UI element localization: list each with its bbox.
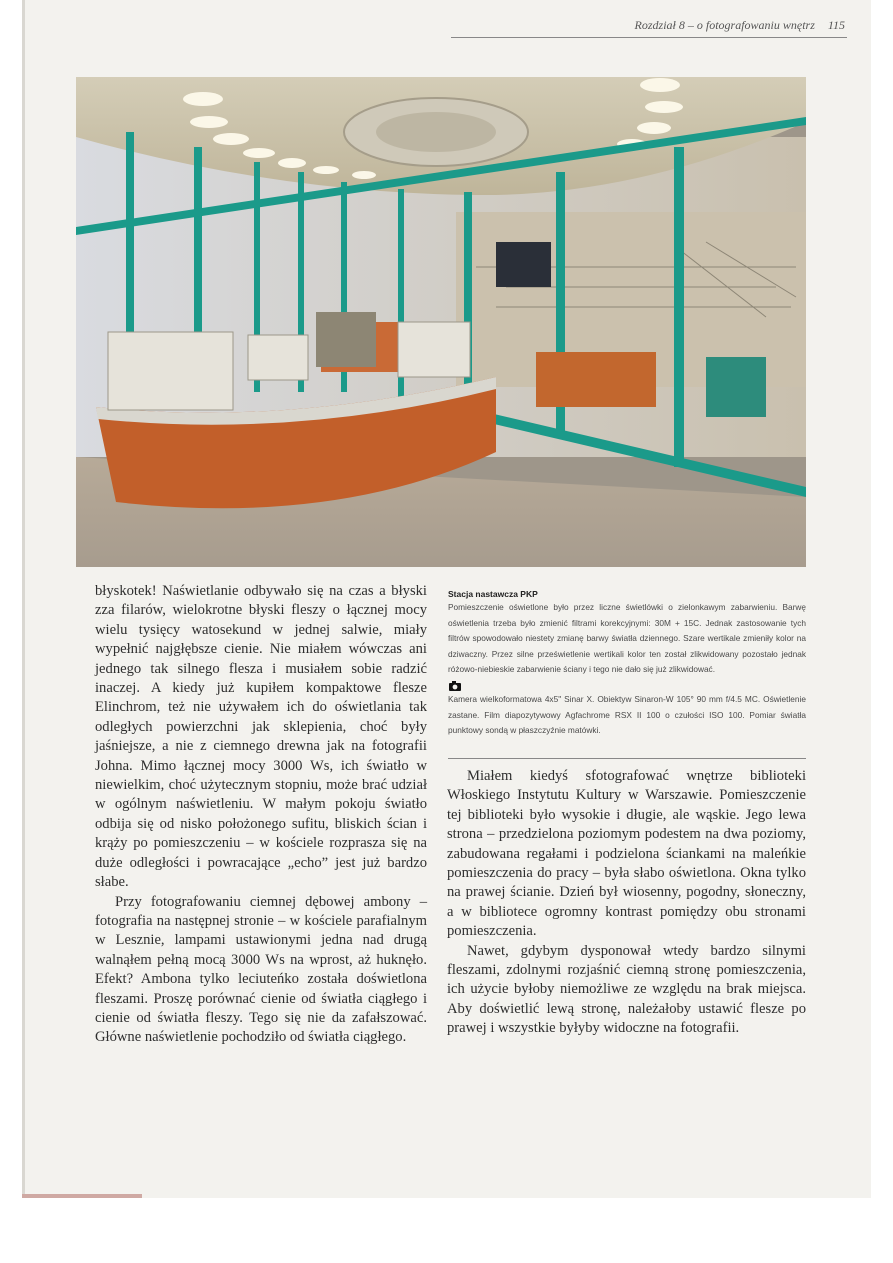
- page-bottom-edge: [22, 1194, 142, 1198]
- caption-text: Pomieszczenie oświetlone było przez liczne świetlówki o zielonkawym zabarwieniu. Barwę oświetlenia trzeba było zmienić filtrami korekcyjnymi: 30M + 15C. Jednak zastosowanie tych filtrów spowodowało niestety zmianę barwy światła dziennego. Szare wertikale zmieniły kolor na dziwaczny. Przez silne prześwietlenie wertikali kolor ten został zlikwidowany pozostało jednak różowo-niebieskie zabarwienie ściany i tego nie dało się już zlikwidować.: [448, 602, 806, 675]
- right-text-column: [447, 767, 806, 1039]
- photo-caption: [448, 588, 806, 739]
- page-spine-shadow: [22, 0, 25, 1198]
- page-number: 115: [827, 18, 845, 32]
- caption-tech-details: Kamera wielkoformatowa 4x5" Sinar X. Obiektyw Sinaron-W 105° 90 mm f/4.5 MC. Oświetlenie zastane. Film diapozytywowy Agfachrome RSX II 100 o czułości ISO 100. Pomiar światła punktowy sondą w płaszczyźnie matówki.: [448, 693, 806, 736]
- body-paragraph: Miałem kiedyś sfotografować wnętrze biblioteki Włoskiego Instytutu Kultury w Warszawie. Pomieszczenie tej biblioteki było wysokie i długie, ale wąskie. Jego lewa strona – przedzielona poziomym podestem na dwa poziomy, zabudowana regałami i podzielona ściankami na maleńkie pomieszczenia do pracy – była słabo oświetlona. Okna tylko na prawej ścianie. Dzień był wiosenny, pogodny, słoneczny, a w bibliotece ogromny kontrast pomiędzy obu stronami pomieszczenia.: [447, 768, 806, 940]
- body-paragraph: Nawet, gdybym dysponował wtedy bardzo silnymi fleszami, zdolnymi rozjaśnić ciemną stronę pomieszczenia, ich użycie byłoby niemożliwe ze względu na brak miejsca. Aby doświetlić lewą stronę, należałoby ustawić flesze po prawej i wszystkie byłyby widoczne na fotografii.: [447, 942, 806, 1037]
- caption-title: Stacja nastawcza PKP: [448, 589, 538, 599]
- running-head: [635, 18, 845, 33]
- body-paragraph: Przy fotografowaniu ciemnej dębowej ambony – fotografia na następnej stronie – w kościele parafialnym w Lesznie, lampami ustawionymi jedna nad drugą walnąłem pełną mocą 3000 Ws na wprost, aż huknęło. Efekt? Ambona tylko leciuteńko została doświetlona fleszami. Proszę porównać cienie od światła ciągłego i cienie od światła fleszy. Tego się nie da zafałszować. Główne naświetlenie pochodziło od światła ciągłego.: [95, 893, 427, 1046]
- control-room-photo: [76, 77, 806, 567]
- camera-icon: [448, 680, 462, 692]
- left-text-column: [95, 582, 427, 1048]
- header-rule: [451, 37, 847, 38]
- running-title: Rozdział 8 – o fotografowaniu wnętrz: [634, 18, 815, 32]
- body-paragraph: błyskotek! Naświetlanie odbywało się na czas a błyski zza filarów, wielokrotne błyski fleszy o łącznej mocy wielu tysięcy watosekund w jednej salwie, miały wypełnić najgłębsze cienie. Nie miałem wówczas ani jednego tak silnego flesza i musiałem sobie radzić inaczej. A kiedy już kupiłem kompaktowe flesze Elinchrom, też nie używałem ich do oświetlania tak odległych powierzchni jak sklepienia, choć były jaśniejsze, a nie z ciemnego drewna jak na fotografii Johna. Mimo łącznej mocy 3000 Ws, ich światło w niewielkim, choć użytecznym stopniu, może brać udział w ogólnym naświetleniu. W małym pokoju światło odbija się od nisko położonego sufitu, bliskich ścian i krąży po pomieszczeniu – w kościele rozprasza się na duże odległości i powracające „echo” jest już bardzo słabe.: [95, 583, 427, 891]
- caption-rule: [448, 758, 806, 759]
